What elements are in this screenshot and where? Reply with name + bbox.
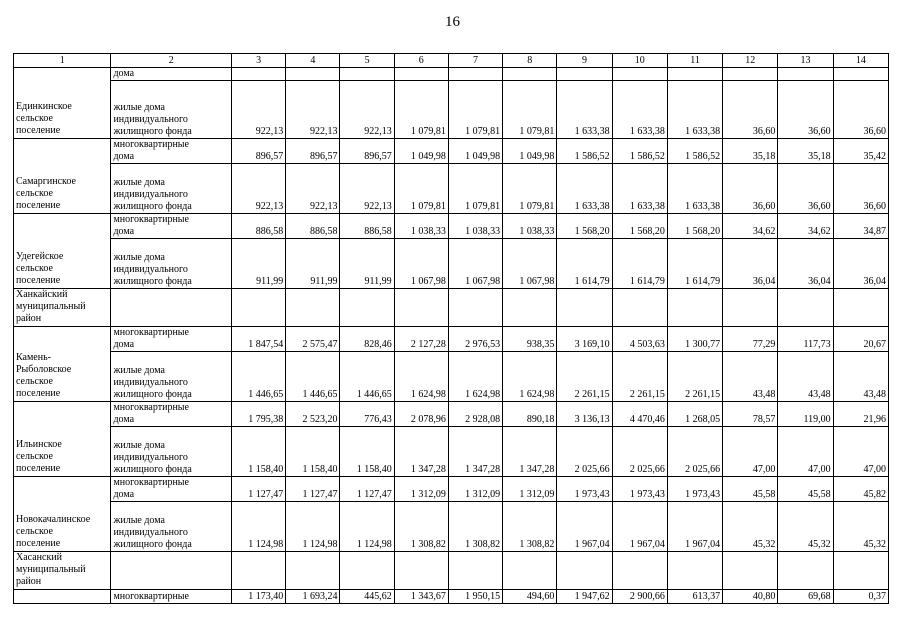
settlement-name-line: Самаргинское [16, 176, 76, 187]
table-row [14, 327, 889, 352]
value-cell: 938,35 [503, 327, 557, 352]
housing-type-line: жилищного фонда [113, 464, 192, 475]
settlement-name-line: Хасанский [16, 552, 63, 563]
value-cell: 2 261,15 [612, 352, 667, 402]
value-cell: 1 586,52 [612, 139, 667, 164]
housing-type-cell [111, 289, 232, 327]
settlement-name-line: Удегейское [16, 251, 64, 262]
value-cell: 911,99 [340, 239, 394, 289]
value-cell: 1 633,38 [667, 164, 722, 214]
settlement-name-line: Ильинское [16, 439, 62, 450]
value-cell: 1 950,15 [448, 590, 502, 604]
value-cell: 35,18 [778, 139, 833, 164]
settlement-cell [14, 68, 111, 139]
value-cell: 36,60 [778, 164, 833, 214]
housing-type-line: многоквартирные [113, 139, 189, 150]
value-cell: 45,82 [833, 477, 888, 502]
value-cell: 1 158,40 [231, 427, 285, 477]
value-cell: 36,04 [723, 239, 778, 289]
housing-type-line: дома [113, 226, 135, 237]
settlement-cell [14, 477, 111, 552]
settlement-name-line: Ханкайский [16, 289, 68, 300]
value-cell: 1 624,98 [394, 352, 448, 402]
value-cell: 494,60 [503, 590, 557, 604]
value-cell: 1 693,24 [286, 590, 340, 604]
table-row [14, 139, 889, 164]
settlement-cell [14, 214, 111, 289]
housing-type-line: жилые дома [113, 252, 165, 263]
value-cell: 1 614,79 [612, 239, 667, 289]
value-cell: 1 308,82 [394, 502, 448, 552]
value-cell: 1 079,81 [448, 164, 502, 214]
value-cell: 43,48 [833, 352, 888, 402]
table-row [14, 352, 889, 402]
value-cell: 1 127,47 [286, 477, 340, 502]
settlement-name-line: поселение [16, 275, 61, 286]
housing-type-line: дома [113, 339, 135, 350]
value-cell: 1 127,47 [231, 477, 285, 502]
value-cell: 4 470,46 [612, 402, 667, 427]
value-cell: 47,00 [778, 427, 833, 477]
value-cell: 1 614,79 [667, 239, 722, 289]
settlement-name-line: поселение [16, 538, 61, 549]
housing-type-line: жилые дома [113, 515, 165, 526]
value-cell [667, 68, 722, 81]
value-cell [723, 552, 778, 590]
value-cell: 2 976,53 [448, 327, 502, 352]
value-cell [833, 68, 888, 81]
value-cell: 1 049,98 [448, 139, 502, 164]
column-header: 2 [111, 54, 232, 68]
housing-type-cell [111, 81, 232, 139]
settlement-name-line: Единкинское [16, 101, 72, 112]
housing-type-line: индивидуального [113, 189, 188, 200]
value-cell: 36,04 [778, 239, 833, 289]
value-cell: 1 446,65 [286, 352, 340, 402]
value-cell: 1 343,67 [394, 590, 448, 604]
value-cell: 1 173,40 [231, 590, 285, 604]
value-cell: 922,13 [231, 81, 285, 139]
value-cell: 36,04 [833, 239, 888, 289]
value-cell: 1 079,81 [503, 81, 557, 139]
column-header: 5 [340, 54, 394, 68]
housing-type-line: многоквартирные [113, 591, 189, 602]
value-cell [557, 289, 612, 327]
value-cell: 4 503,63 [612, 327, 667, 352]
value-cell: 2 261,15 [557, 352, 612, 402]
value-cell: 47,00 [723, 427, 778, 477]
value-cell: 1 038,33 [394, 214, 448, 239]
table-row [14, 477, 889, 502]
value-cell: 1 127,47 [340, 477, 394, 502]
value-cell: 2 900,66 [612, 590, 667, 604]
housing-type-cell [111, 139, 232, 164]
value-cell: 922,13 [231, 164, 285, 214]
value-cell: 36,60 [778, 81, 833, 139]
settlement-name-line: поселение [16, 125, 61, 136]
value-cell: 69,68 [778, 590, 833, 604]
housing-type-cell [111, 502, 232, 552]
value-cell: 1 947,62 [557, 590, 612, 604]
table-row [14, 590, 889, 604]
value-cell: 1 308,82 [448, 502, 502, 552]
value-cell: 1 312,09 [394, 477, 448, 502]
table-row [14, 402, 889, 427]
housing-type-line: дома [113, 489, 135, 500]
housing-type-cell [111, 327, 232, 352]
value-cell [723, 289, 778, 327]
housing-type-line: дома [113, 68, 135, 79]
table-row [14, 214, 889, 239]
value-cell: 1 624,98 [448, 352, 502, 402]
value-cell: 911,99 [286, 239, 340, 289]
housing-type-cell [111, 477, 232, 502]
page-number: 16 [445, 14, 460, 30]
housing-type-line: жилищного фонда [113, 126, 192, 137]
housing-type-line: жилые дома [113, 177, 165, 188]
housing-type-line: жилищного фонда [113, 389, 192, 400]
settlement-name-line: сельское [16, 188, 53, 199]
value-cell [394, 68, 448, 81]
value-cell [778, 68, 833, 81]
value-cell: 1 049,98 [394, 139, 448, 164]
value-cell: 2 078,96 [394, 402, 448, 427]
value-cell [723, 68, 778, 81]
value-cell: 922,13 [286, 164, 340, 214]
value-cell: 613,37 [667, 590, 722, 604]
settlement-name-line: муниципальный [16, 564, 86, 575]
settlement-name-line: сельское [16, 451, 53, 462]
table-row [14, 502, 889, 552]
value-cell: 1 568,20 [667, 214, 722, 239]
housing-type-line: индивидуального [113, 264, 188, 275]
value-cell [833, 289, 888, 327]
value-cell: 2 523,20 [286, 402, 340, 427]
value-cell [833, 552, 888, 590]
value-cell: 1 158,40 [286, 427, 340, 477]
value-cell [286, 552, 340, 590]
housing-type-line: индивидуального [113, 377, 188, 388]
housing-type-cell [111, 239, 232, 289]
housing-type-line: индивидуального [113, 114, 188, 125]
value-cell: 1 038,33 [503, 214, 557, 239]
value-cell: 1 568,20 [612, 214, 667, 239]
housing-type-line: многоквартирные [113, 327, 189, 338]
settlement-name-line: сельское [16, 113, 53, 124]
settlement-name-line: сельское [16, 376, 53, 387]
value-cell: 40,80 [723, 590, 778, 604]
housing-type-line: многоквартирные [113, 214, 189, 225]
value-cell: 1 067,98 [394, 239, 448, 289]
value-cell: 36,60 [833, 164, 888, 214]
value-cell [286, 68, 340, 81]
settlement-cell [14, 139, 111, 214]
value-cell: 1 973,43 [612, 477, 667, 502]
settlement-name-line: поселение [16, 388, 61, 399]
value-cell: 1 079,81 [503, 164, 557, 214]
settlement-name-line: сельское [16, 263, 53, 274]
value-cell: 34,62 [778, 214, 833, 239]
value-cell: 1 049,98 [503, 139, 557, 164]
value-cell: 36,60 [833, 81, 888, 139]
value-cell: 1 633,38 [612, 81, 667, 139]
value-cell [667, 552, 722, 590]
value-cell [340, 552, 394, 590]
value-cell: 922,13 [340, 164, 394, 214]
value-cell: 2 025,66 [667, 427, 722, 477]
tariff-table [13, 53, 889, 604]
value-cell [394, 552, 448, 590]
table-header-row [14, 54, 889, 68]
value-cell: 1 446,65 [340, 352, 394, 402]
value-cell: 445,62 [340, 590, 394, 604]
value-cell [612, 552, 667, 590]
settlement-name-line: сельское [16, 526, 53, 537]
value-cell: 2 261,15 [667, 352, 722, 402]
value-cell: 911,99 [231, 239, 285, 289]
housing-type-cell [111, 214, 232, 239]
value-cell: 1 124,98 [231, 502, 285, 552]
settlement-cell [14, 402, 111, 477]
housing-type-cell [111, 352, 232, 402]
value-cell: 2 127,28 [394, 327, 448, 352]
column-header: 12 [723, 54, 778, 68]
value-cell: 1 124,98 [340, 502, 394, 552]
table-row [14, 289, 889, 327]
value-cell: 776,43 [340, 402, 394, 427]
housing-type-line: индивидуального [113, 452, 188, 463]
value-cell: 77,29 [723, 327, 778, 352]
value-cell: 2 025,66 [557, 427, 612, 477]
housing-type-line: жилые дома [113, 440, 165, 451]
value-cell [612, 289, 667, 327]
value-cell [448, 68, 502, 81]
value-cell [340, 289, 394, 327]
column-header: 6 [394, 54, 448, 68]
housing-type-cell [111, 164, 232, 214]
value-cell: 1 067,98 [503, 239, 557, 289]
settlement-name-line: поселение [16, 200, 61, 211]
value-cell: 1 633,38 [557, 164, 612, 214]
settlement-name-line: поселение [16, 463, 61, 474]
value-cell [557, 68, 612, 81]
housing-type-line: жилищного фонда [113, 201, 192, 212]
value-cell: 1 347,28 [503, 427, 557, 477]
value-cell: 922,13 [286, 81, 340, 139]
value-cell: 0,37 [833, 590, 888, 604]
value-cell: 35,42 [833, 139, 888, 164]
table-row [14, 427, 889, 477]
value-cell: 1 614,79 [557, 239, 612, 289]
value-cell: 1 967,04 [557, 502, 612, 552]
value-cell: 1 624,98 [503, 352, 557, 402]
value-cell: 1 308,82 [503, 502, 557, 552]
value-cell: 1 568,20 [557, 214, 612, 239]
value-cell: 1 124,98 [286, 502, 340, 552]
settlement-name-line: муниципальный [16, 301, 86, 312]
value-cell: 2 928,08 [448, 402, 502, 427]
value-cell: 1 300,77 [667, 327, 722, 352]
value-cell: 21,96 [833, 402, 888, 427]
value-cell: 45,58 [723, 477, 778, 502]
settlement-name-line: район [16, 576, 42, 587]
value-cell: 45,32 [778, 502, 833, 552]
table-row [14, 552, 889, 590]
value-cell: 1 079,81 [448, 81, 502, 139]
value-cell: 922,13 [340, 81, 394, 139]
value-cell [394, 289, 448, 327]
housing-type-line: дома [113, 414, 135, 425]
value-cell [231, 68, 285, 81]
value-cell: 886,58 [231, 214, 285, 239]
value-cell: 36,60 [723, 164, 778, 214]
value-cell: 1 446,65 [231, 352, 285, 402]
value-cell: 886,58 [340, 214, 394, 239]
settlement-cell [14, 552, 111, 590]
value-cell: 45,58 [778, 477, 833, 502]
housing-type-line: жилые дома [113, 102, 165, 113]
value-cell: 896,57 [340, 139, 394, 164]
settlement-name-line: Новокачалинское [16, 514, 91, 525]
housing-type-cell [111, 68, 232, 81]
settlement-name-line: Камень- [16, 352, 51, 363]
table-row [14, 164, 889, 214]
housing-type-cell [111, 427, 232, 477]
value-cell: 47,00 [833, 427, 888, 477]
value-cell: 1 079,81 [394, 81, 448, 139]
column-header: 9 [557, 54, 612, 68]
housing-type-cell [111, 552, 232, 590]
value-cell [667, 289, 722, 327]
settlement-cell [14, 327, 111, 402]
housing-type-line: индивидуального [113, 527, 188, 538]
table-row [14, 68, 889, 81]
column-header: 4 [286, 54, 340, 68]
value-cell: 45,32 [833, 502, 888, 552]
value-cell: 45,32 [723, 502, 778, 552]
housing-type-line: жилищного фонда [113, 276, 192, 287]
value-cell: 43,48 [723, 352, 778, 402]
value-cell: 78,57 [723, 402, 778, 427]
value-cell: 886,58 [286, 214, 340, 239]
value-cell [448, 552, 502, 590]
column-header: 14 [833, 54, 888, 68]
housing-type-line: многоквартирные [113, 477, 189, 488]
value-cell: 1 038,33 [448, 214, 502, 239]
column-header: 1 [14, 54, 111, 68]
value-cell: 2 575,47 [286, 327, 340, 352]
housing-type-line: жилые дома [113, 365, 165, 376]
settlement-name-line: Рыболовское [16, 364, 72, 375]
value-cell [286, 289, 340, 327]
housing-type-line: дома [113, 151, 135, 162]
value-cell: 35,18 [723, 139, 778, 164]
value-cell [340, 68, 394, 81]
value-cell: 3 136,13 [557, 402, 612, 427]
value-cell [448, 289, 502, 327]
value-cell: 1 586,52 [557, 139, 612, 164]
column-header: 13 [778, 54, 833, 68]
value-cell: 896,57 [231, 139, 285, 164]
value-cell: 1 633,38 [612, 164, 667, 214]
value-cell: 1 158,40 [340, 427, 394, 477]
value-cell [778, 289, 833, 327]
column-header: 11 [667, 54, 722, 68]
value-cell: 1 633,38 [667, 81, 722, 139]
column-header: 7 [448, 54, 502, 68]
value-cell [231, 552, 285, 590]
housing-type-line: многоквартирные [113, 402, 189, 413]
housing-type-cell [111, 590, 232, 604]
value-cell: 1 967,04 [612, 502, 667, 552]
value-cell: 36,60 [723, 81, 778, 139]
value-cell: 1 586,52 [667, 139, 722, 164]
value-cell: 34,87 [833, 214, 888, 239]
value-cell: 34,62 [723, 214, 778, 239]
value-cell: 896,57 [286, 139, 340, 164]
settlement-name-line: район [16, 313, 42, 324]
column-header: 8 [503, 54, 557, 68]
value-cell: 1 973,43 [667, 477, 722, 502]
value-cell [612, 68, 667, 81]
value-cell [778, 552, 833, 590]
value-cell: 20,67 [833, 327, 888, 352]
table-row [14, 81, 889, 139]
value-cell: 1 079,81 [394, 164, 448, 214]
value-cell: 1 347,28 [394, 427, 448, 477]
value-cell: 1 973,43 [557, 477, 612, 502]
value-cell [503, 68, 557, 81]
settlement-cell [14, 590, 111, 604]
value-cell: 1 312,09 [448, 477, 502, 502]
value-cell: 43,48 [778, 352, 833, 402]
value-cell: 1 312,09 [503, 477, 557, 502]
value-cell [503, 289, 557, 327]
value-cell: 1 067,98 [448, 239, 502, 289]
table-body [14, 68, 889, 604]
value-cell [503, 552, 557, 590]
value-cell: 3 169,10 [557, 327, 612, 352]
value-cell: 1 347,28 [448, 427, 502, 477]
value-cell: 1 847,54 [231, 327, 285, 352]
column-header: 3 [231, 54, 285, 68]
value-cell: 890,18 [503, 402, 557, 427]
housing-type-cell [111, 402, 232, 427]
value-cell: 2 025,66 [612, 427, 667, 477]
value-cell: 1 795,38 [231, 402, 285, 427]
settlement-cell [14, 289, 111, 327]
value-cell: 1 633,38 [557, 81, 612, 139]
value-cell [231, 289, 285, 327]
value-cell: 828,46 [340, 327, 394, 352]
value-cell: 119,00 [778, 402, 833, 427]
value-cell: 1 268,05 [667, 402, 722, 427]
value-cell [557, 552, 612, 590]
column-header: 10 [612, 54, 667, 68]
housing-type-line: жилищного фонда [113, 539, 192, 550]
table-row [14, 239, 889, 289]
value-cell: 1 967,04 [667, 502, 722, 552]
value-cell: 117,73 [778, 327, 833, 352]
